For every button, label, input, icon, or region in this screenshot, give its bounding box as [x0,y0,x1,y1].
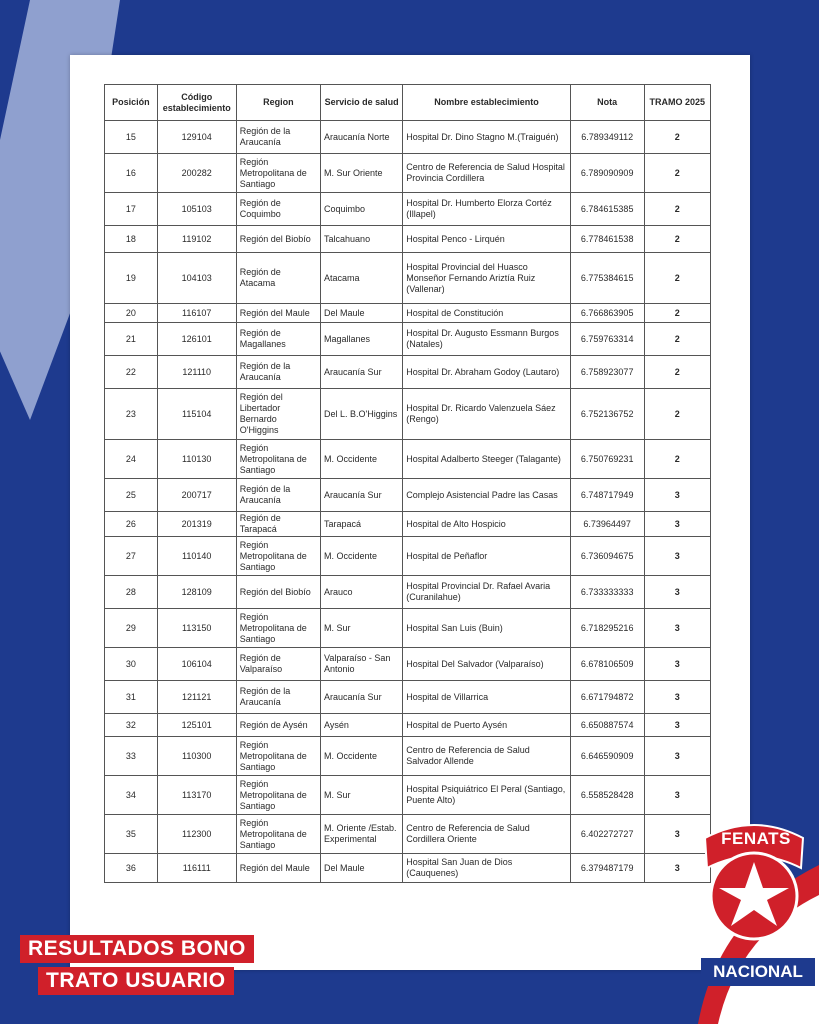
cell-nota: 6.379487179 [570,854,644,883]
cell-posicion: 36 [105,854,158,883]
cell-nota: 6.558528428 [570,776,644,815]
cell-nota: 6.766863905 [570,304,644,323]
table-row [105,154,711,193]
cell-nombre: Hospital de Constitución [403,304,571,323]
cell-servicio: Araucanía Sur [321,681,403,714]
cell-nombre: Hospital Psiquiátrico El Peral (Santiago, Puente Alto) [403,776,571,815]
header-codigo: Código establecimiento [157,85,236,121]
logo-nacional-text: NACIONAL [701,958,815,986]
cell-region: Región de la Araucanía [236,121,320,154]
cell-codigo: 115104 [157,389,236,440]
cell-nota: 6.758923077 [570,356,644,389]
table-row [105,681,711,714]
cell-nombre: Hospital Penco - Lirquén [403,226,571,253]
cell-codigo: 112300 [157,815,236,854]
cell-tramo: 2 [644,121,710,154]
cell-tramo: 3 [644,609,710,648]
cell-tramo: 2 [644,440,710,479]
cell-codigo: 129104 [157,121,236,154]
cell-nota: 6.789090909 [570,154,644,193]
banner-line-2: TRATO USUARIO [38,967,234,995]
cell-region: Región Metropolitana de Santiago [236,815,320,854]
cell-tramo: 3 [644,854,710,883]
cell-posicion: 35 [105,815,158,854]
cell-servicio: Talcahuano [321,226,403,253]
table-row [105,226,711,253]
cell-nota: 6.789349112 [570,121,644,154]
cell-region: Región de Atacama [236,253,320,304]
cell-posicion: 31 [105,681,158,714]
cell-tramo: 3 [644,815,710,854]
cell-posicion: 17 [105,193,158,226]
cell-nota: 6.402272727 [570,815,644,854]
cell-codigo: 200282 [157,154,236,193]
results-document [70,55,750,970]
cell-nota: 6.671794872 [570,681,644,714]
cell-posicion: 33 [105,737,158,776]
cell-tramo: 3 [644,737,710,776]
cell-servicio: Del L. B.O'Higgins [321,389,403,440]
cell-servicio: Tarapacá [321,512,403,537]
fenats-logo [698,815,819,1024]
cell-tramo: 3 [644,714,710,737]
table-row [105,440,711,479]
cell-nombre: Complejo Asistencial Padre las Casas [403,479,571,512]
table-row [105,389,711,440]
cell-servicio: M. Sur Oriente [321,154,403,193]
cell-servicio: M. Occidente [321,537,403,576]
cell-posicion: 25 [105,479,158,512]
table-row [105,609,711,648]
cell-tramo: 2 [644,226,710,253]
table-row [105,121,711,154]
cell-region: Región Metropolitana de Santiago [236,537,320,576]
cell-codigo: 116107 [157,304,236,323]
cell-region: Región de Valparaíso [236,648,320,681]
cell-tramo: 3 [644,537,710,576]
cell-region: Región del Maule [236,304,320,323]
cell-nota: 6.748717949 [570,479,644,512]
banner-line-1: RESULTADOS BONO [20,935,254,963]
table-row [105,854,711,883]
cell-tramo: 2 [644,193,710,226]
cell-servicio: Araucanía Sur [321,479,403,512]
cell-nombre: Hospital Dr. Augusto Essmann Burgos (Natales) [403,323,571,356]
cell-nota: 6.775384615 [570,253,644,304]
cell-codigo: 110130 [157,440,236,479]
cell-codigo: 106104 [157,648,236,681]
cell-tramo: 2 [644,389,710,440]
cell-region: Región del Libertador Bernardo O'Higgins [236,389,320,440]
cell-region: Región Metropolitana de Santiago [236,737,320,776]
cell-codigo: 125101 [157,714,236,737]
cell-tramo: 3 [644,681,710,714]
cell-servicio: Aysén [321,714,403,737]
cell-nombre: Hospital Dr. Abraham Godoy (Lautaro) [403,356,571,389]
cell-nombre: Hospital de Alto Hospicio [403,512,571,537]
cell-region: Región de la Araucanía [236,681,320,714]
header-tramo: TRAMO 2025 [644,85,710,121]
cell-posicion: 27 [105,537,158,576]
cell-tramo: 2 [644,323,710,356]
cell-servicio: Araucanía Norte [321,121,403,154]
cell-codigo: 104103 [157,253,236,304]
cell-posicion: 23 [105,389,158,440]
cell-servicio: Atacama [321,253,403,304]
cell-posicion: 34 [105,776,158,815]
cell-posicion: 29 [105,609,158,648]
cell-nombre: Centro de Referencia de Salud Salvador Allende [403,737,571,776]
cell-codigo: 113150 [157,609,236,648]
cell-tramo: 2 [644,356,710,389]
cell-codigo: 121121 [157,681,236,714]
cell-codigo: 126101 [157,323,236,356]
cell-servicio: Valparaíso - San Antonio [321,648,403,681]
cell-region: Región de la Araucanía [236,479,320,512]
cell-nota: 6.718295216 [570,609,644,648]
cell-nombre: Hospital San Luis (Buin) [403,609,571,648]
cell-nombre: Hospital Dr. Ricardo Valenzuela Sáez (Rengo) [403,389,571,440]
cell-codigo: 200717 [157,479,236,512]
cell-nota: 6.646590909 [570,737,644,776]
cell-nota: 6.73964497 [570,512,644,537]
cell-region: Región de Aysén [236,714,320,737]
cell-codigo: 201319 [157,512,236,537]
cell-codigo: 116111 [157,854,236,883]
cell-servicio: M. Occidente [321,737,403,776]
cell-nombre: Hospital Adalberto Steeger (Talagante) [403,440,571,479]
table-row [105,815,711,854]
cell-tramo: 2 [644,253,710,304]
table-row [105,714,711,737]
cell-region: Región de Magallanes [236,323,320,356]
cell-tramo: 3 [644,479,710,512]
cell-posicion: 24 [105,440,158,479]
cell-posicion: 15 [105,121,158,154]
table-row [105,479,711,512]
cell-nombre: Centro de Referencia de Salud Hospital Provincia Cordillera [403,154,571,193]
cell-servicio: Coquimbo [321,193,403,226]
cell-region: Región Metropolitana de Santiago [236,440,320,479]
cell-nota: 6.752136752 [570,389,644,440]
header-region: Region [236,85,320,121]
header-nota: Nota [570,85,644,121]
cell-posicion: 20 [105,304,158,323]
cell-servicio: Del Maule [321,854,403,883]
cell-tramo: 2 [644,304,710,323]
cell-nota: 6.736094675 [570,537,644,576]
cell-tramo: 3 [644,648,710,681]
header-nombre: Nombre establecimiento [403,85,571,121]
cell-codigo: 113170 [157,776,236,815]
cell-servicio: M. Sur [321,609,403,648]
cell-posicion: 32 [105,714,158,737]
cell-codigo: 121110 [157,356,236,389]
cell-tramo: 2 [644,154,710,193]
table-row [105,648,711,681]
table-row [105,304,711,323]
cell-nombre: Centro de Referencia de Salud Cordillera Oriente [403,815,571,854]
cell-region: Región Metropolitana de Santiago [236,776,320,815]
cell-region: Región de Tarapacá [236,512,320,537]
table-header-row [105,85,711,121]
table-row [105,537,711,576]
cell-posicion: 21 [105,323,158,356]
cell-nombre: Hospital de Villarrica [403,681,571,714]
cell-nombre: Hospital Dr. Humberto Elorza Cortéz (Illapel) [403,193,571,226]
cell-region: Región del Biobío [236,576,320,609]
header-servicio: Servicio de salud [321,85,403,121]
table-row [105,253,711,304]
cell-nombre: Hospital San Juan de Dios (Cauquenes) [403,854,571,883]
cell-codigo: 128109 [157,576,236,609]
cell-posicion: 30 [105,648,158,681]
cell-servicio: Arauco [321,576,403,609]
cell-servicio: M. Oriente /Estab. Experimental [321,815,403,854]
cell-posicion: 18 [105,226,158,253]
cell-region: Región de Coquimbo [236,193,320,226]
cell-servicio: Del Maule [321,304,403,323]
cell-codigo: 110300 [157,737,236,776]
table-row [105,576,711,609]
cell-region: Región de la Araucanía [236,356,320,389]
cell-tramo: 3 [644,776,710,815]
cell-nombre: Hospital Dr. Dino Stagno M.(Traiguén) [403,121,571,154]
cell-nombre: Hospital Provincial del Huasco Monseñor Fernando Ariztía Ruiz (Vallenar) [403,253,571,304]
cell-posicion: 22 [105,356,158,389]
cell-tramo: 3 [644,576,710,609]
cell-servicio: Araucanía Sur [321,356,403,389]
cell-region: Región del Maule [236,854,320,883]
cell-nombre: Hospital de Peñaflor [403,537,571,576]
cell-codigo: 119102 [157,226,236,253]
cell-nombre: Hospital Del Salvador (Valparaíso) [403,648,571,681]
cell-servicio: M. Occidente [321,440,403,479]
cell-nombre: Hospital de Puerto Aysén [403,714,571,737]
table-row [105,737,711,776]
cell-nota: 6.784615385 [570,193,644,226]
cell-nota: 6.750769231 [570,440,644,479]
cell-posicion: 19 [105,253,158,304]
cell-region: Región del Biobío [236,226,320,253]
cell-posicion: 28 [105,576,158,609]
cell-nombre: Hospital Provincial Dr. Rafael Avaria (Curanilahue) [403,576,571,609]
cell-nota: 6.678106509 [570,648,644,681]
results-table [104,84,711,883]
cell-nota: 6.759763314 [570,323,644,356]
table-row [105,323,711,356]
cell-nota: 6.650887574 [570,714,644,737]
cell-posicion: 16 [105,154,158,193]
cell-codigo: 110140 [157,537,236,576]
table-row [105,356,711,389]
cell-tramo: 3 [644,512,710,537]
cell-servicio: M. Sur [321,776,403,815]
table-row [105,776,711,815]
cell-region: Región Metropolitana de Santiago [236,154,320,193]
logo-fenats-text: FENATS [721,829,791,848]
cell-nota: 6.778461538 [570,226,644,253]
table-row [105,193,711,226]
cell-nota: 6.733333333 [570,576,644,609]
cell-codigo: 105103 [157,193,236,226]
cell-servicio: Magallanes [321,323,403,356]
table-row [105,512,711,537]
cell-region: Región Metropolitana de Santiago [236,609,320,648]
header-posicion: Posición [105,85,158,121]
cell-posicion: 26 [105,512,158,537]
